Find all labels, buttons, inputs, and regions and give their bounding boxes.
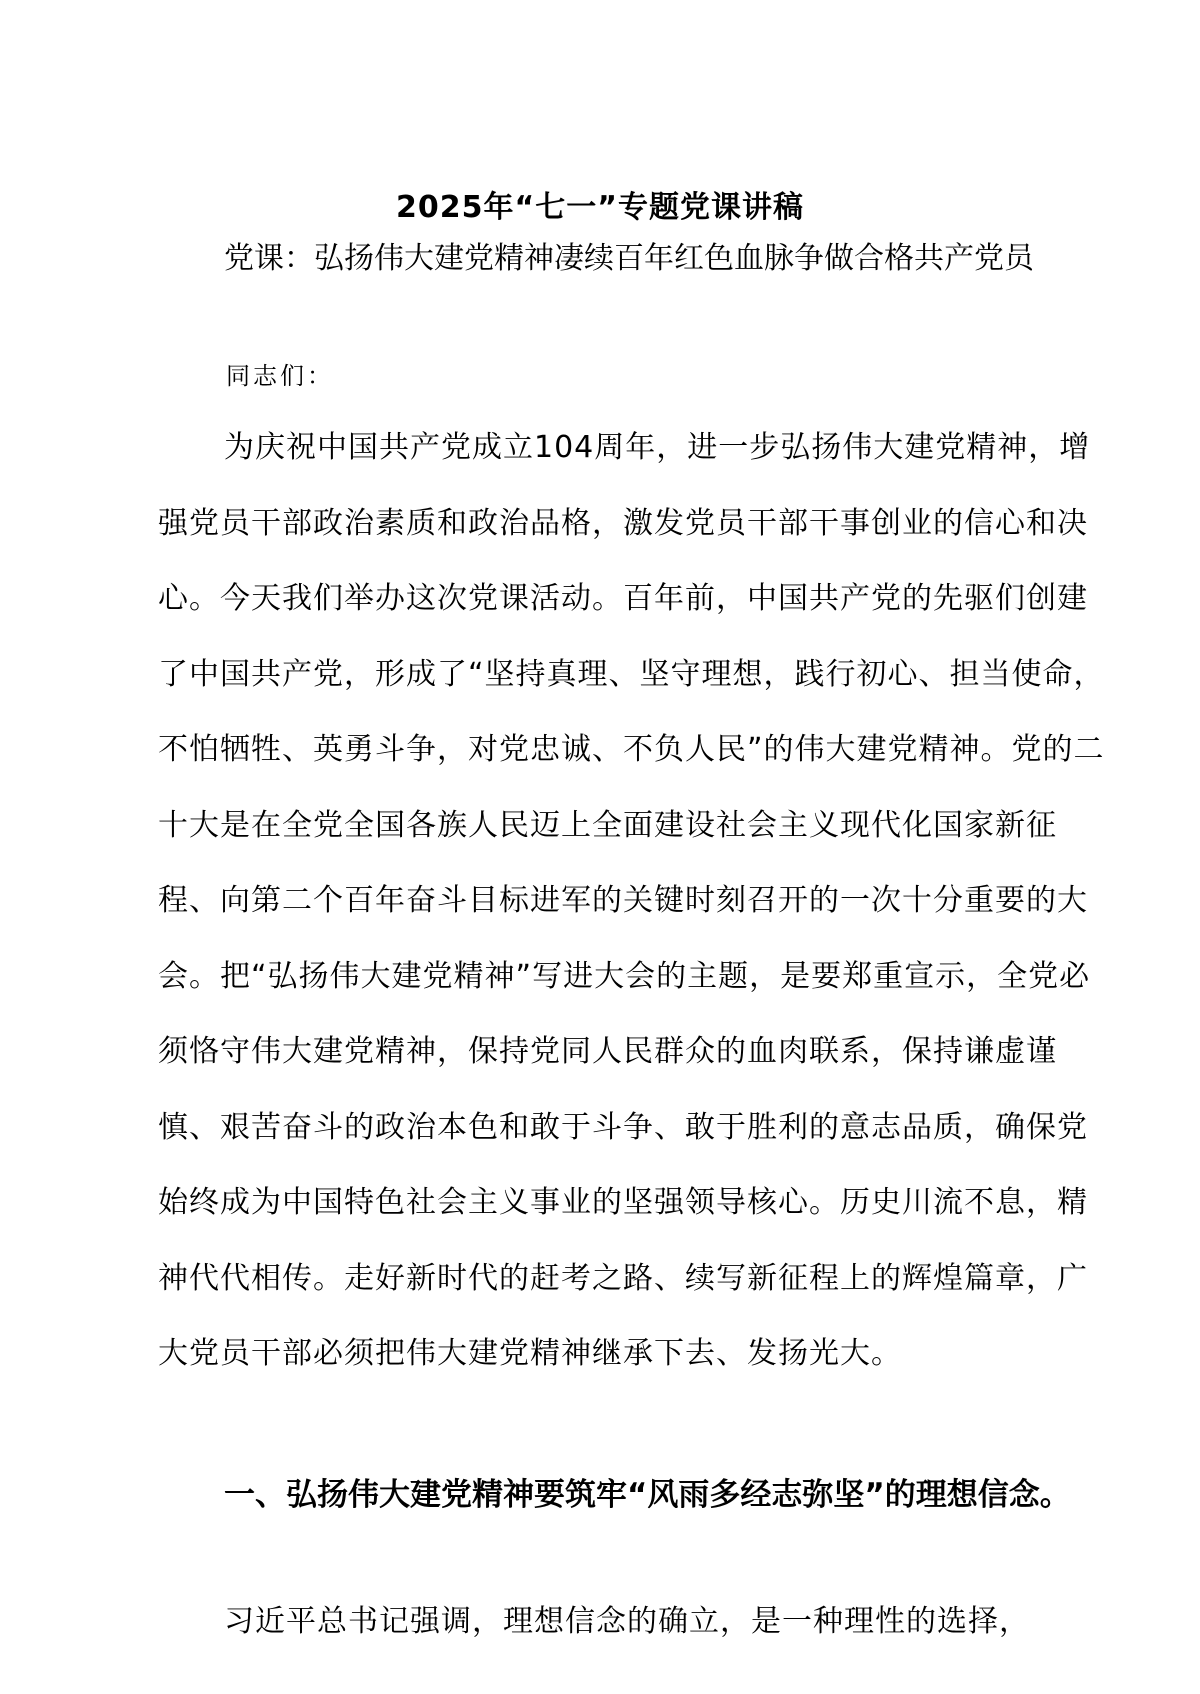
section-1-paragraph: 习近平总书记强调，理想信念的确立，是一种理性的选择， bbox=[224, 1604, 1030, 1639]
section-heading-1: 一、弘扬伟大建党精神要筑牢“风雨多经志弥坚”的理想信念。 bbox=[224, 1477, 1071, 1513]
salutation: 同志们： bbox=[226, 362, 334, 390]
intro-paragraph: 为庆祝中国共产党成立104周年，进一步弘扬伟大建党精神，增强党员干部政治素质和政治品格，激发党员干部干事创业的信心和决心。今天我们举办这次党课活动。百年前，中国共产党的先驱们创建了中国共产党，形成了“坚持真理、坚守理想，践行初心、担当使命，不怕牺牲、英勇斗争，对党忠诚、不负人民”的伟大建党精神。党的二十大是在全党全国各族人民迈上全面建设社会主义现代化国家新征程、向第二个百年奋斗目标进军的关键时刻召开的一次十分重要的大会。把“弘扬伟大建党精神”写进大会的主题，是要郑重宣示，全党必须恪守伟大建党精神，保持党同人民群众的血肉联系，保持谦虚谨慎、艰苦奋斗的政治本色和敢于斗争、敢于胜利的意志品质，确保党始终成为中国特色社会主义事业的坚强领导核心。历史川流不息，精神代代相传。走好新时代的赶考之路、续写新征程上的辉煌篇章，广大党员干部必须把伟大建党精神继承下去、发扬光大。 bbox=[158, 430, 1105, 1371]
lecture-subtitle: 党课：弘扬伟大建党精神凄续百年红色血脉争做合格共产党员 bbox=[224, 241, 1034, 276]
page-title: 2025年“七一”专题党课讲稿 bbox=[396, 190, 804, 225]
